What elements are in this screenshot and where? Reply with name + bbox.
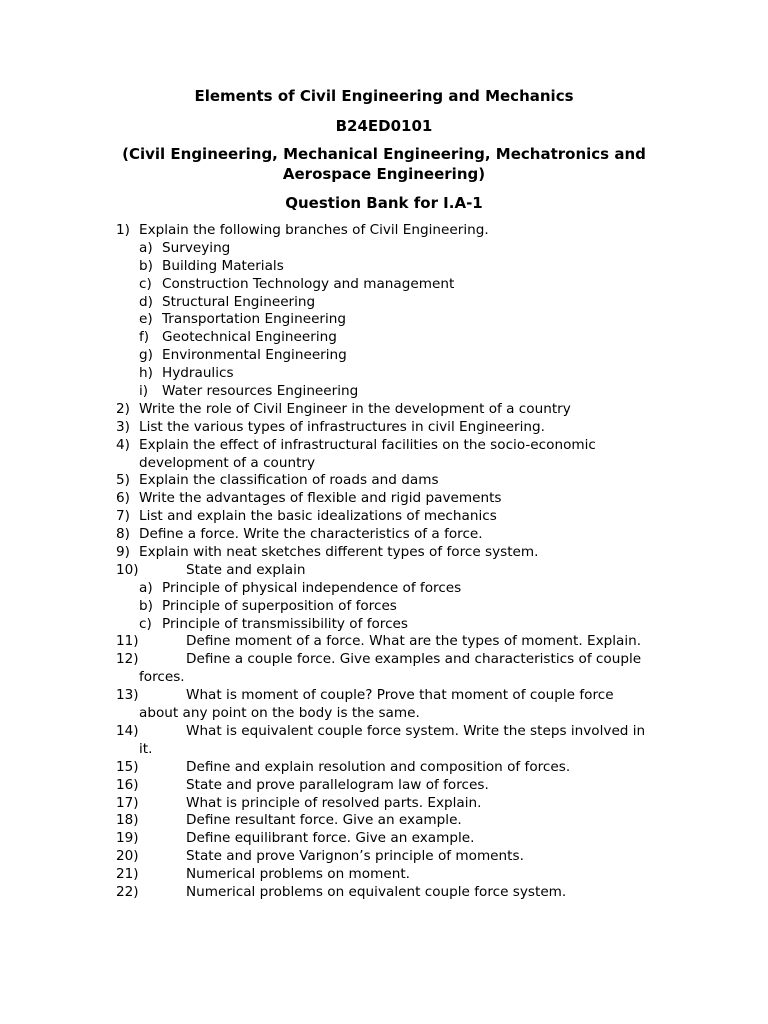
sub-item-text: Hydraulics	[162, 365, 234, 382]
question-item	[0, 795, 768, 813]
question-text: List the various types of infrastructures in civil Engineering.	[139, 418, 545, 435]
question-item	[0, 562, 768, 580]
sub-item	[0, 311, 768, 329]
question-number: 22)	[116, 883, 139, 900]
question-bank-title: Question Bank for I.A-1	[285, 194, 483, 212]
question-item	[0, 687, 768, 705]
question-text: Numerical problems on equivalent couple force system.	[186, 883, 567, 900]
question-item	[0, 651, 768, 669]
question-text: Explain the classification of roads and dams	[139, 472, 439, 489]
question-number: 6)	[116, 490, 130, 507]
question-number: 1)	[116, 222, 130, 238]
question-number: 20)	[116, 848, 139, 865]
question-item	[0, 866, 768, 884]
question-text: Define a force. Write the characteristics of a force.	[139, 526, 483, 543]
question-text: Explain with neat sketches different types of force system.	[139, 544, 539, 561]
question-text: Write the role of Civil Engineer in the development of a country	[139, 400, 571, 417]
question-item	[0, 508, 768, 526]
sub-item	[0, 580, 768, 598]
question-text: Explain the following branches of Civil Engineering.	[139, 222, 489, 238]
question-text: State and prove parallelogram law of forces.	[186, 776, 489, 793]
question-item	[0, 490, 768, 508]
question-item	[0, 437, 768, 455]
sub-item	[0, 240, 768, 258]
question-text: Explain the effect of infrastructural facilities on the socio-economic	[139, 436, 596, 453]
question-item	[0, 777, 768, 795]
sub-item	[0, 598, 768, 616]
question-number: 4)	[116, 436, 130, 453]
question-item	[0, 419, 768, 437]
question-text: State and explain	[186, 561, 306, 578]
question-item	[0, 544, 768, 562]
question-text: Define and explain resolution and composition of forces.	[186, 758, 571, 775]
question-number: 8)	[116, 526, 130, 543]
question-text: What is principle of resolved parts. Explain.	[186, 794, 482, 811]
question-text: about any point on the body is the same.	[139, 705, 420, 722]
question-text: forces.	[139, 669, 185, 686]
sub-item-letter: c)	[139, 615, 152, 632]
question-number: 10)	[116, 561, 139, 578]
question-text: Write the advantages of flexible and rigid pavements	[139, 490, 502, 507]
question-item	[0, 884, 768, 902]
sub-item-text: Construction Technology and management	[162, 275, 455, 292]
question-text: What is moment of couple? Prove that moment of couple force	[186, 687, 614, 704]
sub-item-letter: f)	[139, 329, 150, 346]
sub-item-letter: d)	[139, 293, 153, 310]
question-text: What is equivalent couple force system. Write the steps involved in	[186, 722, 646, 739]
sub-item	[0, 347, 768, 365]
question-number: 2)	[116, 400, 130, 417]
question-text: development of a country	[139, 454, 316, 471]
question-number: 21)	[116, 866, 139, 883]
sub-item-letter: a)	[139, 239, 153, 256]
question-number: 9)	[116, 544, 130, 561]
sub-item	[0, 276, 768, 294]
sub-item-text: Structural Engineering	[162, 293, 316, 310]
question-item	[0, 222, 768, 240]
sub-item-letter: a)	[139, 579, 153, 596]
sub-item-letter: b)	[139, 597, 153, 614]
question-number: 19)	[116, 830, 139, 847]
sub-item-letter: i)	[139, 383, 149, 400]
sub-item-letter: b)	[139, 257, 153, 274]
question-number: 7)	[116, 508, 130, 525]
question-number: 17)	[116, 794, 139, 811]
sub-item	[0, 329, 768, 347]
branches-line-2: Aerospace Engineering)	[282, 165, 486, 183]
sub-item	[0, 365, 768, 383]
question-item	[0, 812, 768, 830]
question-item	[0, 526, 768, 544]
question-number: 3)	[116, 418, 130, 435]
question-continuation	[0, 705, 768, 723]
sub-item-text: Surveying	[162, 239, 231, 256]
sub-item-text: Principle of transmissibility of forces	[162, 615, 409, 632]
sub-item-text: Environmental Engineering	[162, 347, 347, 364]
question-text: Numerical problems on moment.	[186, 866, 410, 883]
sub-item-letter: h)	[139, 365, 153, 382]
question-number: 14)	[116, 722, 139, 739]
course-code: B24ED0101	[335, 117, 433, 135]
question-item	[0, 848, 768, 866]
question-item	[0, 472, 768, 490]
question-text: List and explain the basic idealizations of mechanics	[139, 508, 497, 525]
sub-item-text: Building Materials	[162, 257, 284, 274]
sub-item-text: Geotechnical Engineering	[162, 329, 337, 346]
question-number: 16)	[116, 776, 139, 793]
question-item	[0, 830, 768, 848]
sub-item-letter: c)	[139, 275, 152, 292]
sub-item	[0, 383, 768, 401]
branches-line-1: (Civil Engineering, Mechanical Engineering, Mechatronics and	[122, 145, 646, 163]
question-item	[0, 723, 768, 741]
sub-item-text: Water resources Engineering	[162, 383, 359, 400]
question-text: Define resultant force. Give an example.	[186, 812, 462, 829]
question-continuation	[0, 741, 768, 759]
question-text: State and prove Varignon’s principle of moments.	[186, 848, 524, 865]
question-number: 13)	[116, 687, 139, 704]
question-number: 12)	[116, 651, 139, 668]
question-text: it.	[139, 740, 153, 757]
question-number: 18)	[116, 812, 139, 829]
branches-heading	[0, 144, 768, 184]
question-number: 5)	[116, 472, 130, 489]
question-list	[0, 222, 768, 902]
question-text: Define a couple force. Give examples and characteristics of couple	[186, 651, 642, 668]
sub-item	[0, 294, 768, 312]
question-number: 11)	[116, 633, 139, 650]
sub-item-letter: g)	[139, 347, 153, 364]
sub-item-letter: e)	[139, 311, 153, 328]
question-continuation	[0, 669, 768, 687]
question-item	[0, 633, 768, 651]
question-number: 15)	[116, 758, 139, 775]
question-text: Define moment of a force. What are the types of moment. Explain.	[186, 633, 642, 650]
question-text: Define equilibrant force. Give an example.	[186, 830, 475, 847]
sub-item	[0, 258, 768, 276]
document-title: Elements of Civil Engineering and Mechanics	[194, 87, 574, 105]
sub-item-text: Transportation Engineering	[162, 311, 347, 328]
sub-item-text: Principle of superposition of forces	[162, 597, 397, 614]
question-continuation	[0, 455, 768, 473]
question-item	[0, 401, 768, 419]
question-item	[0, 759, 768, 777]
sub-item-text: Principle of physical independence of forces	[162, 579, 462, 596]
sub-item	[0, 616, 768, 634]
